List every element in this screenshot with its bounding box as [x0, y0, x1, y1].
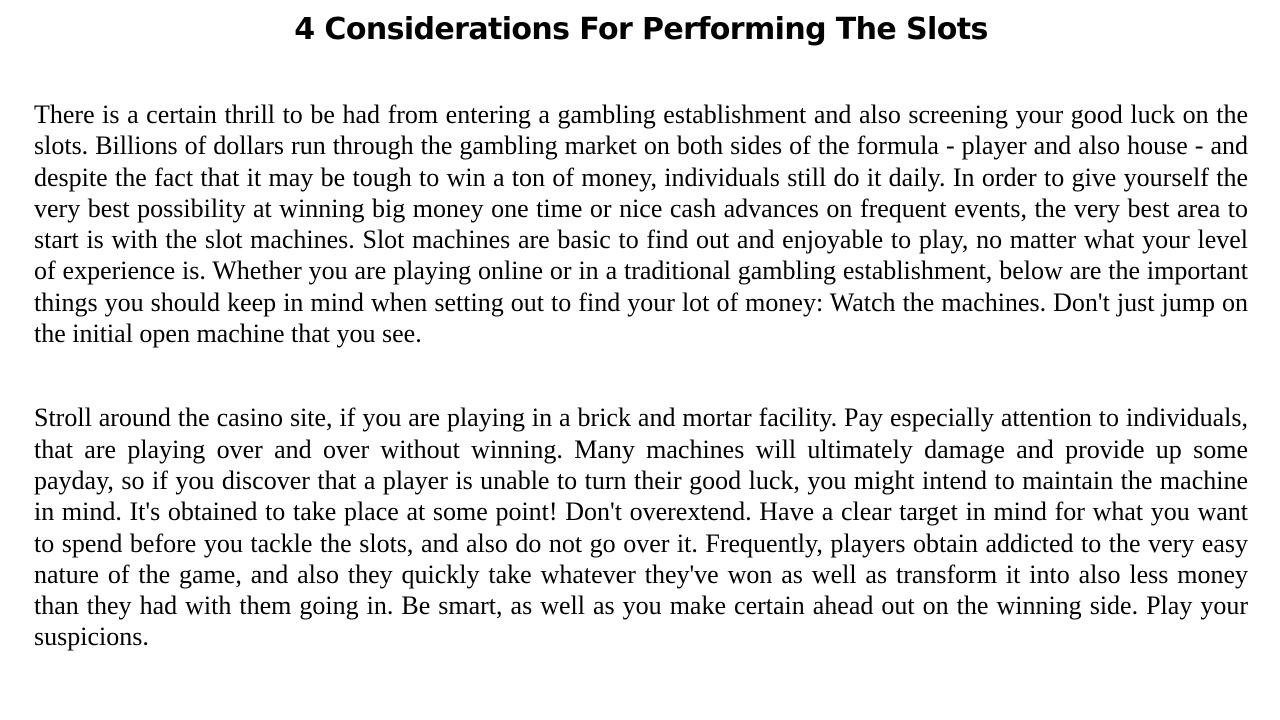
body-paragraph-2: Stroll around the casino site, if you are playing in a brick and mortar facility. Pay especially attention to individuals, that are playing over and over without winning. Many machines will ultimately damage and provide up some payday, so if you discover that a player is unable to turn their good luck, you might intend to maintain the machine in mind. It's obtained to take place at some point! Don't overextend. Have a clear target in mind for what you want to spend before you tackle the slots, and also do not go over it. Frequently, players obtain addicted to the very easy nature of the game, and also they quickly take whatever they've won as well as transform it into also less money than they had with them going in. Be smart, as well as you make certain ahead out on the winning side. Play your suspicions. — [34, 403, 1248, 652]
page-title: 4 Considerations For Performing The Slots — [294, 12, 988, 47]
body-paragraph-1: There is a certain thrill to be had from entering a gambling establishment and also screening your good luck on the slots. Billions of dollars run through the gambling market on both sides of the formula - player and also house - and despite the fact that it may be tough to win a ton of money, individuals still do it daily. In order to give yourself the very best possibility at winning big money one time or nice cash advances on frequent events, the very best area to start is with the slot machines. Slot machines are basic to find out and enjoyable to play, no matter what your level of experience is. Whether you are playing online or in a traditional gambling establishment, below are the important things you should keep in mind when setting out to find your lot of money: Watch the machines. Don't just jump on the initial open machine that you see. — [34, 100, 1248, 349]
